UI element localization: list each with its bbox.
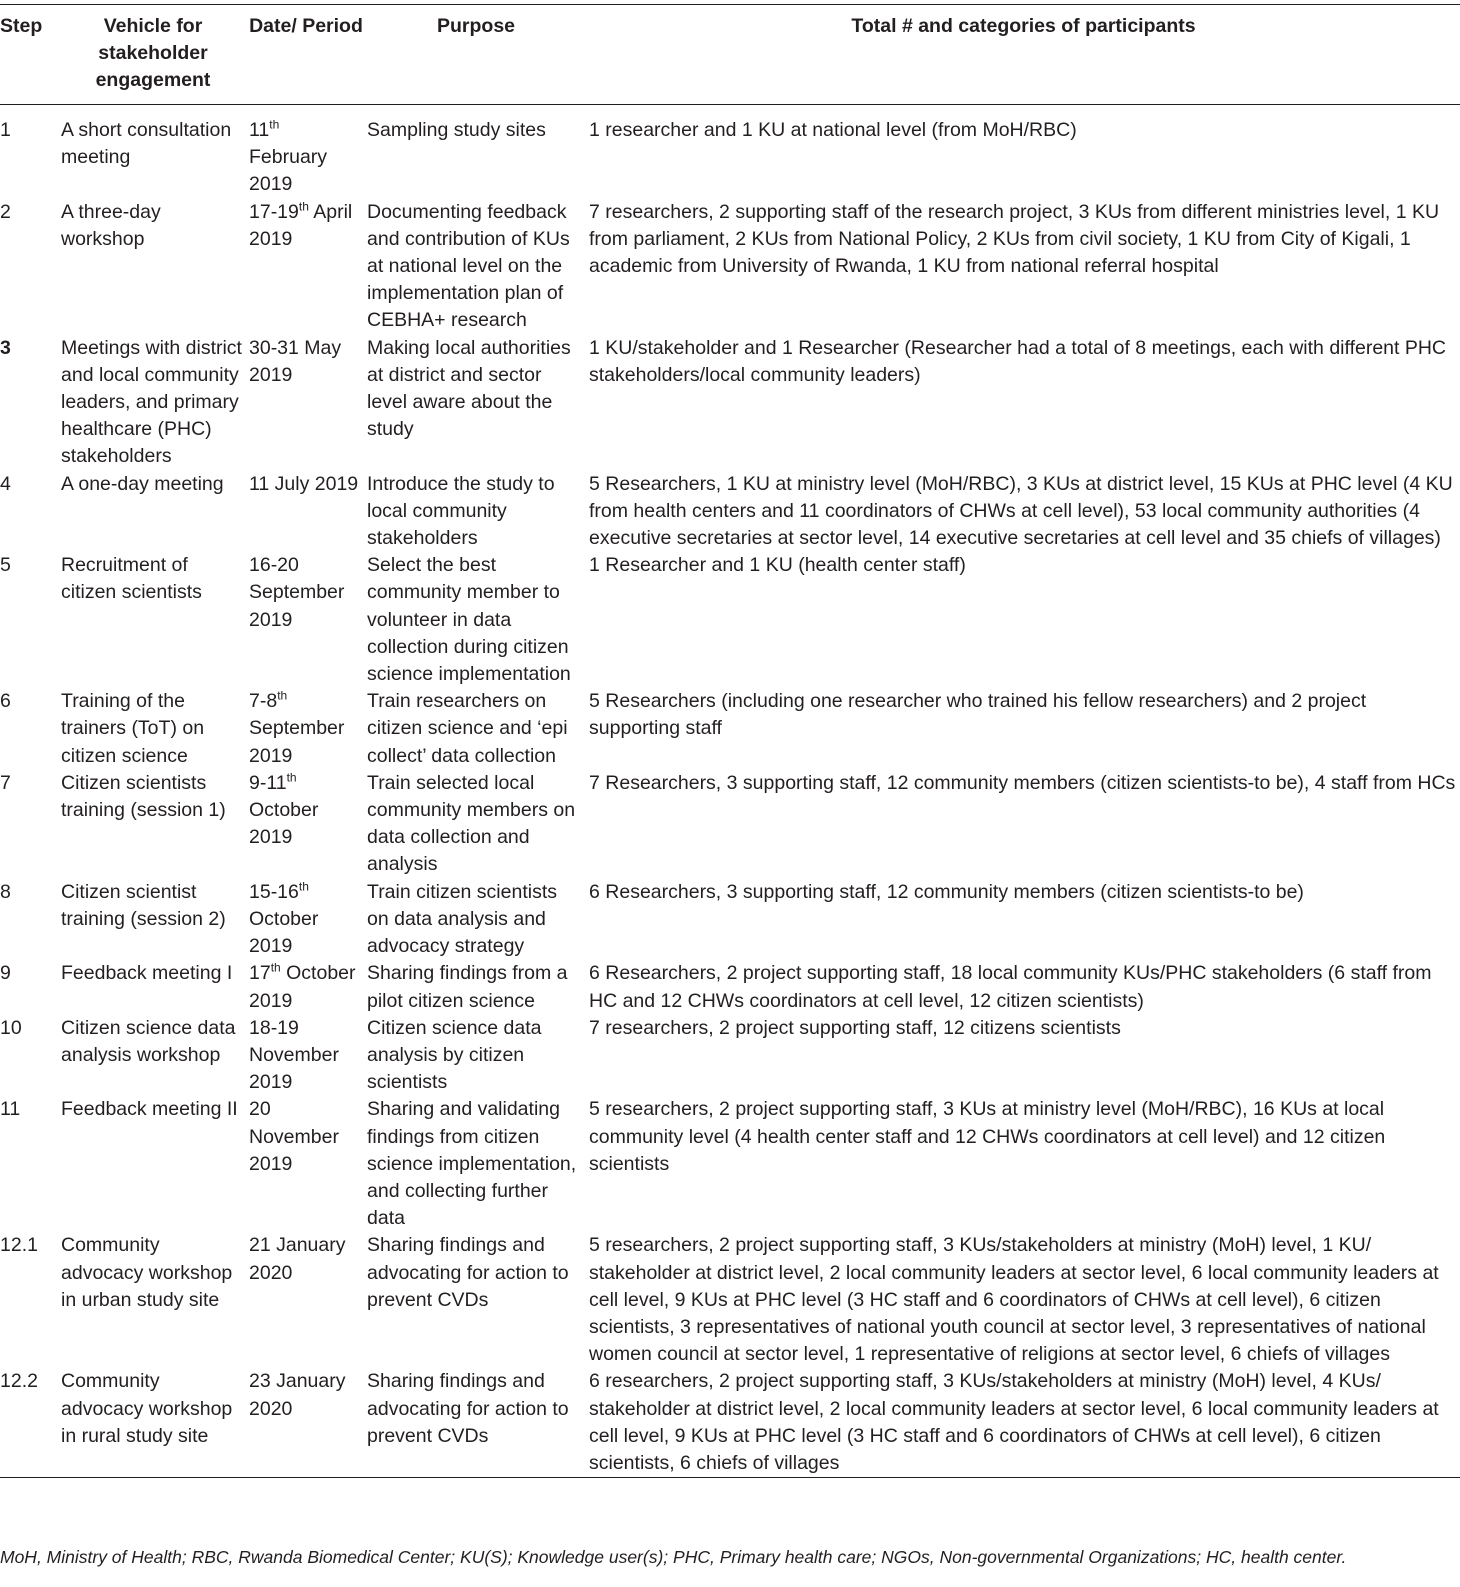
header-participants: Total # and categories of participants [851,15,1196,37]
table-row [0,199,1460,335]
cell-participants: 6 researchers, 2 project supporting staff, 3 KUs/stakeholders at ministry (MoH) level, 4 KUs/ stakeholder at district level, 2 local community leaders at sector level, 6 local community leaders at cell level, 9 KUs at PHC level (3 HC staff and 6 coordinators of CHWs at cell level), 6 citizen scientists, 6 chiefs of villages [589,1370,1439,1474]
cell-purpose: Sharing findings from a pilot citizen science [367,962,568,1012]
cell-step: 9 [0,962,11,985]
cell-purpose: Train selected local community members on data collection and analysis [367,771,576,876]
cell-participants: 7 researchers, 2 supporting staff of the research project, 3 KUs from different ministries level, 1 KU from parliament, 2 KUs from National Policy, 2 KUs from civil society, 1 KU from City of Kigali, 1 academic from University of Rwanda, 1 KU from national referral hospital [589,200,1440,278]
date-ordinal-suffix: th [277,688,288,703]
cell-purpose: Sampling study sites [367,119,546,141]
cell-step: 12.2 [0,1370,38,1393]
date-text: 15-16 [249,880,299,903]
cell-step: 12.1 [0,1234,38,1257]
cell-vehicle: Citizen scientist training (session 2) [61,880,226,930]
cell-vehicle: Community advocacy workshop in rural study site [61,1370,233,1447]
date-text: 7-8 [249,690,278,713]
cell-vehicle: Training of the trainers (ToT) on citizen science [61,690,205,767]
cell-step: 10 [0,1016,22,1039]
table-row [0,1368,1460,1477]
table-row [0,879,1460,961]
cell-purpose: Making local authorities at district and sector level aware about the study [367,336,571,441]
table-row [0,1232,1460,1368]
cell-date [247,770,365,879]
cell-vehicle: Feedback meeting I [61,962,233,985]
table-row [0,770,1460,879]
table-row [0,552,1460,688]
cell-vehicle: Recruitment of citizen scientists [61,554,202,604]
cell-participants: 5 Researchers, 1 KU at ministry level (MoH/RBC), 3 KUs at district level, 15 KUs at PHC level (4 KU from health centers and 11 coordinators of CHWs at cell level), 53 local community authorities (4 executive secretaries at sector level, 14 executive secretaries at cell level and 35 chiefs of villages) [589,472,1453,550]
cell-vehicle: Community advocacy workshop in urban study site [61,1234,233,1311]
cell-date [247,552,365,688]
cell-purpose: Train researchers on citizen science and ‘epi collect’ data collection [367,690,568,767]
cell-date [247,335,365,471]
cell-date [247,1015,365,1097]
date-ordinal-suffix: th [298,199,309,214]
cell-purpose: Introduce the study to local community stakeholders [367,472,555,550]
cell-step: 5 [0,554,11,577]
table-row [0,471,1460,553]
cell-purpose: Select the best community member to volunteer in data collection during citizen science implementation [367,554,571,686]
date-text: 17 [249,962,271,985]
header-step: Step [0,15,43,37]
cell-date [247,960,365,1014]
date-text-rest: September 2019 [249,717,345,767]
cell-participants: 6 Researchers, 2 project supporting staff, 18 local community KUs/PHC stakeholders (6 staff from HC and 12 CHWs coordinators at cell level, 12 citizen scientists) [589,962,1432,1012]
cell-step: 6 [0,690,11,713]
cell-purpose: Train citizen scientists on data analysis and advocacy strategy [367,880,558,958]
date-text-rest: October 2019 [249,962,356,1012]
table-row [0,105,1460,199]
cell-participants: 1 researcher and 1 KU at national level (from MoH/RBC) [589,119,1077,141]
cell-participants: 7 researchers, 2 project supporting staff, 12 citizens scientists [589,1016,1121,1039]
cell-participants: 1 Researcher and 1 KU (health center staff) [589,554,966,577]
cell-step: 3 [0,336,11,359]
date-text-rest: October 2019 [249,799,319,849]
cell-vehicle: Meetings with district and local community leaders, and primary healthcare (PHC) stakeholders [61,336,242,468]
cell-step: 11 [0,1098,21,1121]
table-row [0,1015,1460,1097]
cell-purpose: Documenting feedback and contribution of KUs at national level on the implementation plan of CEBHA+ research [367,200,570,332]
cell-vehicle: A one-day meeting [61,472,224,495]
cell-date [247,879,365,961]
date-text: 23 January 2020 [249,1370,346,1420]
cell-vehicle: Citizen scientists training (session 1) [61,771,226,822]
date-ordinal-suffix: th [286,770,297,785]
table-row [0,335,1460,471]
stakeholder-engagement-table [0,4,1460,1478]
cell-date [247,105,365,199]
cell-date [247,199,365,335]
table-footnote: MoH, Ministry of Health; RBC, Rwanda Biomedical Center; KU(S); Knowledge user(s); PHC, Primary health care; NGOs, Non-governmental Organizations; HC, health center. [0,1547,1347,1567]
date-ordinal-suffix: th [270,960,281,975]
cell-step: 4 [0,472,11,495]
cell-participants: 1 KU/stakeholder and 1 Researcher (Researcher had a total of 8 meetings, each with different PHC stakeholders/local community leaders) [589,336,1447,386]
cell-step: 2 [0,200,11,223]
header-purpose: Purpose [436,15,516,37]
table-row [0,960,1460,1014]
header-date: Date/ Period [249,15,363,37]
date-text: 11 [249,119,270,141]
date-text-rest: April 2019 [249,200,353,250]
cell-purpose: Sharing findings and advocating for action to prevent CVDs [367,1370,569,1447]
cell-date [247,471,365,553]
cell-vehicle: Feedback meeting II [61,1098,238,1121]
date-ordinal-suffix: th [269,117,280,132]
date-text: 21 January 2020 [249,1234,346,1284]
cell-participants: 5 researchers, 2 project supporting staff, 3 KUs/stakeholders at ministry (MoH) level, 1 KU/ stakeholder at district level, 2 local community leaders at sector level, 6 local community leaders at cell level, 9 KUs at PHC level (3 HC staff and 6 coordinators of CHWs at cell level), 6 citizen scientists, 3 representatives of national youth council at sector level, 3 representatives of national women council at sector level, 1 representative of religions at sector level, 6 chiefs of villages [589,1234,1439,1366]
date-text: 20 November 2019 [249,1098,339,1175]
cell-purpose: Citizen science data analysis by citizen scientists [367,1016,542,1094]
table-row [0,1096,1460,1232]
cell-date [247,688,365,770]
date-text: 17-19 [249,200,299,223]
cell-step: 8 [0,880,11,903]
cell-date [247,1232,365,1368]
cell-participants: 6 Researchers, 3 supporting staff, 12 community members (citizen scientists-to be) [589,880,1304,903]
cell-step: 1 [0,119,11,141]
cell-vehicle: A three-day workshop [61,200,161,250]
date-text-rest: February 2019 [249,146,328,196]
cell-participants: 7 Researchers, 3 supporting staff, 12 community members (citizen scientists-to be), 4 staff from HCs [589,771,1456,794]
cell-step: 7 [0,771,11,794]
date-text: 11 July 2019 [249,472,359,495]
date-text-rest: October 2019 [249,907,319,958]
table-header-row [0,5,1460,105]
table-row [0,688,1460,770]
date-text: 16-20 September 2019 [249,554,345,631]
cell-participants: 5 researchers, 2 project supporting staff, 3 KUs at ministry level (MoH/RBC), 16 KUs at local community level (4 health center staff and 12 CHWs coordinators at cell level) and 12 citizen scientists [589,1098,1386,1175]
cell-vehicle: A short consultation meeting [61,119,232,169]
date-text: 9-11 [249,771,287,794]
date-text: 18-19 November 2019 [249,1016,339,1094]
table-body [0,105,1460,1478]
cell-purpose: Sharing findings and advocating for action to prevent CVDs [367,1234,569,1311]
cell-date [247,1096,365,1232]
cell-participants: 5 Researchers (including one researcher who trained his fellow researchers) and 2 project supporting staff [589,690,1367,740]
date-text: 30-31 May 2019 [249,336,342,386]
date-ordinal-suffix: th [298,879,309,894]
cell-vehicle: Citizen science data analysis workshop [61,1016,236,1066]
cell-date [247,1368,365,1477]
cell-purpose: Sharing and validating findings from citizen science implementation, and collecting further data [367,1098,577,1230]
header-vehicle: Vehicle for stakeholder engagement [95,15,211,91]
